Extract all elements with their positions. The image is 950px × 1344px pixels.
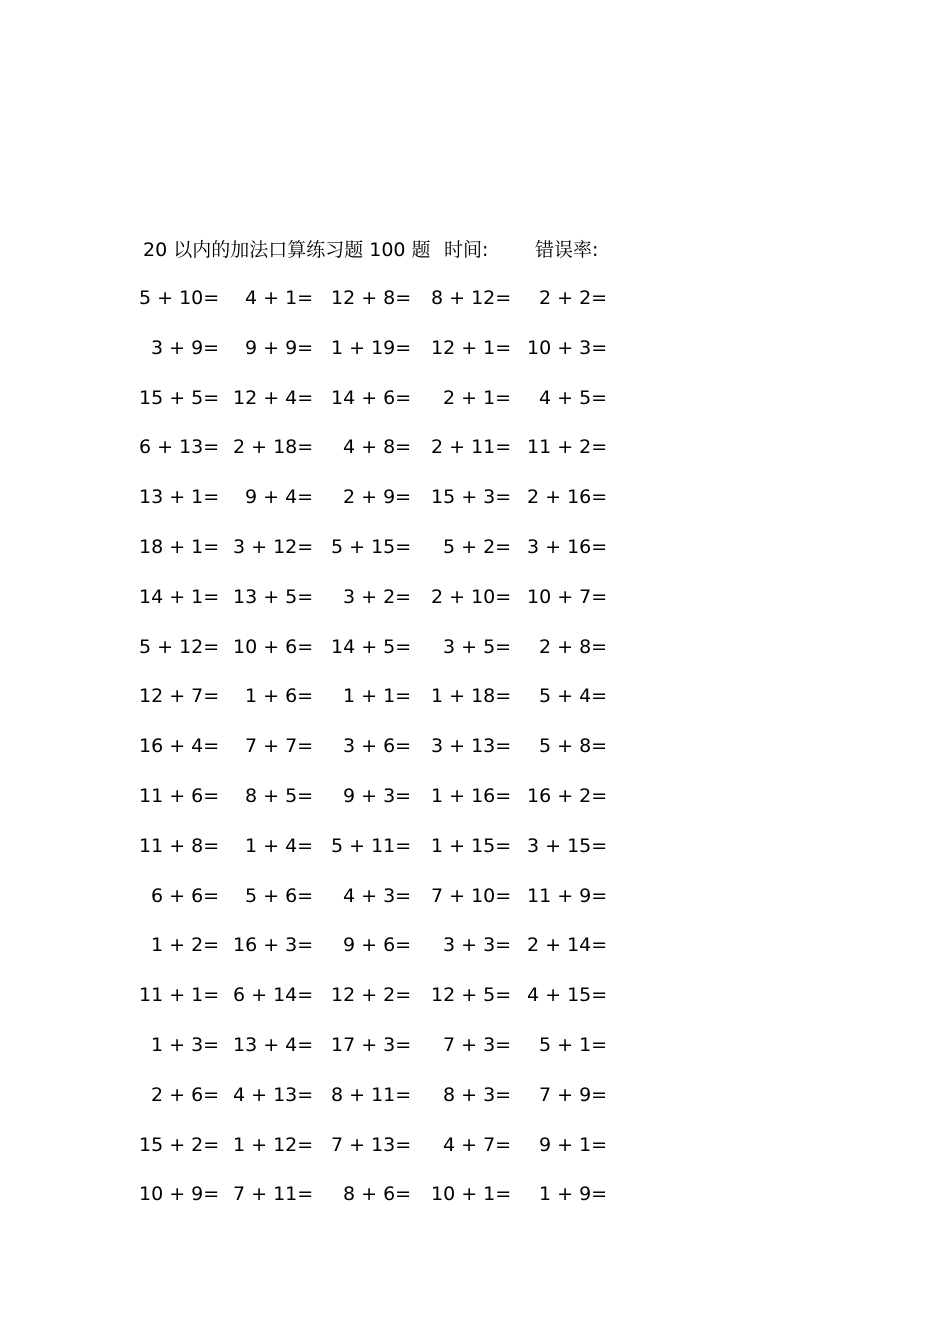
problem-r16-c4: 7 + 3=: [443, 1034, 512, 1056]
problem-r14-c2: 16 + 3=: [233, 934, 314, 956]
problem-r19-c2: 7 + 11=: [233, 1183, 314, 1205]
problem-r9-c3: 1 + 1=: [343, 685, 412, 707]
problem-r7-c2: 13 + 5=: [233, 586, 314, 608]
problem-r13-c1: 6 + 6=: [151, 885, 220, 907]
problem-r18-c1: 15 + 2=: [139, 1134, 220, 1156]
problem-r2-c2: 9 + 9=: [245, 337, 314, 359]
problem-r15-c1: 11 + 1=: [139, 984, 220, 1006]
problem-r1-c1: 5 + 10=: [139, 287, 220, 309]
problem-r13-c2: 5 + 6=: [245, 885, 314, 907]
problem-r6-c1: 18 + 1=: [139, 536, 220, 558]
problem-r8-c2: 10 + 6=: [233, 636, 314, 658]
problem-r4-c3: 4 + 8=: [343, 436, 412, 458]
problem-r18-c4: 4 + 7=: [443, 1134, 512, 1156]
problem-r10-c2: 7 + 7=: [245, 735, 314, 757]
problem-r8-c4: 3 + 5=: [443, 636, 512, 658]
problem-r17-c1: 2 + 6=: [151, 1084, 220, 1106]
problem-r17-c4: 8 + 3=: [443, 1084, 512, 1106]
problem-r9-c5: 5 + 4=: [539, 685, 608, 707]
problem-r3-c1: 15 + 5=: [139, 387, 220, 409]
problem-r6-c2: 3 + 12=: [233, 536, 314, 558]
worksheet-title: 20 以内的加法口算练习题 100 题: [143, 239, 431, 261]
problem-r9-c2: 1 + 6=: [245, 685, 314, 707]
problem-r12-c4: 1 + 15=: [431, 835, 512, 857]
problem-r3-c3: 14 + 6=: [331, 387, 412, 409]
problem-r2-c4: 12 + 1=: [431, 337, 512, 359]
problem-r13-c5: 11 + 9=: [527, 885, 608, 907]
problem-r6-c3: 5 + 15=: [331, 536, 412, 558]
problem-r1-c2: 4 + 1=: [245, 287, 314, 309]
problem-r11-c1: 11 + 6=: [139, 785, 220, 807]
problem-r8-c1: 5 + 12=: [139, 636, 220, 658]
problem-r18-c3: 7 + 13=: [331, 1134, 412, 1156]
problem-r12-c5: 3 + 15=: [527, 835, 608, 857]
problem-r12-c3: 5 + 11=: [331, 835, 412, 857]
error-rate-label: 错误率:: [535, 239, 599, 261]
problem-r7-c4: 2 + 10=: [431, 586, 512, 608]
problem-r3-c2: 12 + 4=: [233, 387, 314, 409]
problem-r10-c4: 3 + 13=: [431, 735, 512, 757]
problem-r7-c1: 14 + 1=: [139, 586, 220, 608]
problem-r19-c3: 8 + 6=: [343, 1183, 412, 1205]
problem-r1-c4: 8 + 12=: [431, 287, 512, 309]
problem-r8-c3: 14 + 5=: [331, 636, 412, 658]
problem-r19-c1: 10 + 9=: [139, 1183, 220, 1205]
problem-r12-c1: 11 + 8=: [139, 835, 220, 857]
problem-r7-c3: 3 + 2=: [343, 586, 412, 608]
problem-r15-c2: 6 + 14=: [233, 984, 314, 1006]
problem-r15-c3: 12 + 2=: [331, 984, 412, 1006]
problem-r10-c3: 3 + 6=: [343, 735, 412, 757]
problem-r16-c1: 1 + 3=: [151, 1034, 220, 1056]
problem-r15-c5: 4 + 15=: [527, 984, 608, 1006]
problem-r2-c5: 10 + 3=: [527, 337, 608, 359]
problem-r5-c2: 9 + 4=: [245, 486, 314, 508]
problem-r14-c5: 2 + 14=: [527, 934, 608, 956]
problem-r14-c4: 3 + 3=: [443, 934, 512, 956]
problem-r3-c4: 2 + 1=: [443, 387, 512, 409]
problem-r19-c4: 10 + 1=: [431, 1183, 512, 1205]
problem-r8-c5: 2 + 8=: [539, 636, 608, 658]
problem-r4-c1: 6 + 13=: [139, 436, 220, 458]
problem-r14-c3: 9 + 6=: [343, 934, 412, 956]
problem-r19-c5: 1 + 9=: [539, 1183, 608, 1205]
problem-r11-c5: 16 + 2=: [527, 785, 608, 807]
problem-r4-c4: 2 + 11=: [431, 436, 512, 458]
problem-r15-c4: 12 + 5=: [431, 984, 512, 1006]
time-label: 时间:: [444, 239, 489, 261]
problem-r9-c1: 12 + 7=: [139, 685, 220, 707]
problem-r17-c5: 7 + 9=: [539, 1084, 608, 1106]
problem-r6-c5: 3 + 16=: [527, 536, 608, 558]
problem-r9-c4: 1 + 18=: [431, 685, 512, 707]
problem-r11-c3: 9 + 3=: [343, 785, 412, 807]
problem-r17-c2: 4 + 13=: [233, 1084, 314, 1106]
problem-r13-c4: 7 + 10=: [431, 885, 512, 907]
problem-r18-c5: 9 + 1=: [539, 1134, 608, 1156]
problem-r4-c5: 11 + 2=: [527, 436, 608, 458]
problem-r7-c5: 10 + 7=: [527, 586, 608, 608]
problem-r13-c3: 4 + 3=: [343, 885, 412, 907]
problem-r16-c3: 17 + 3=: [331, 1034, 412, 1056]
problem-r5-c1: 13 + 1=: [139, 486, 220, 508]
problem-r14-c1: 1 + 2=: [151, 934, 220, 956]
problem-r1-c5: 2 + 2=: [539, 287, 608, 309]
problem-r5-c3: 2 + 9=: [343, 486, 412, 508]
problem-r11-c4: 1 + 16=: [431, 785, 512, 807]
problem-r18-c2: 1 + 12=: [233, 1134, 314, 1156]
problem-r1-c3: 12 + 8=: [331, 287, 412, 309]
problem-r5-c5: 2 + 16=: [527, 486, 608, 508]
problem-r2-c1: 3 + 9=: [151, 337, 220, 359]
problem-r10-c5: 5 + 8=: [539, 735, 608, 757]
problem-r3-c5: 4 + 5=: [539, 387, 608, 409]
problem-r5-c4: 15 + 3=: [431, 486, 512, 508]
problem-r4-c2: 2 + 18=: [233, 436, 314, 458]
problem-r2-c3: 1 + 19=: [331, 337, 412, 359]
problem-r16-c5: 5 + 1=: [539, 1034, 608, 1056]
problem-r16-c2: 13 + 4=: [233, 1034, 314, 1056]
problem-r10-c1: 16 + 4=: [139, 735, 220, 757]
problem-r17-c3: 8 + 11=: [331, 1084, 412, 1106]
problem-r12-c2: 1 + 4=: [245, 835, 314, 857]
problem-r11-c2: 8 + 5=: [245, 785, 314, 807]
problem-r6-c4: 5 + 2=: [443, 536, 512, 558]
